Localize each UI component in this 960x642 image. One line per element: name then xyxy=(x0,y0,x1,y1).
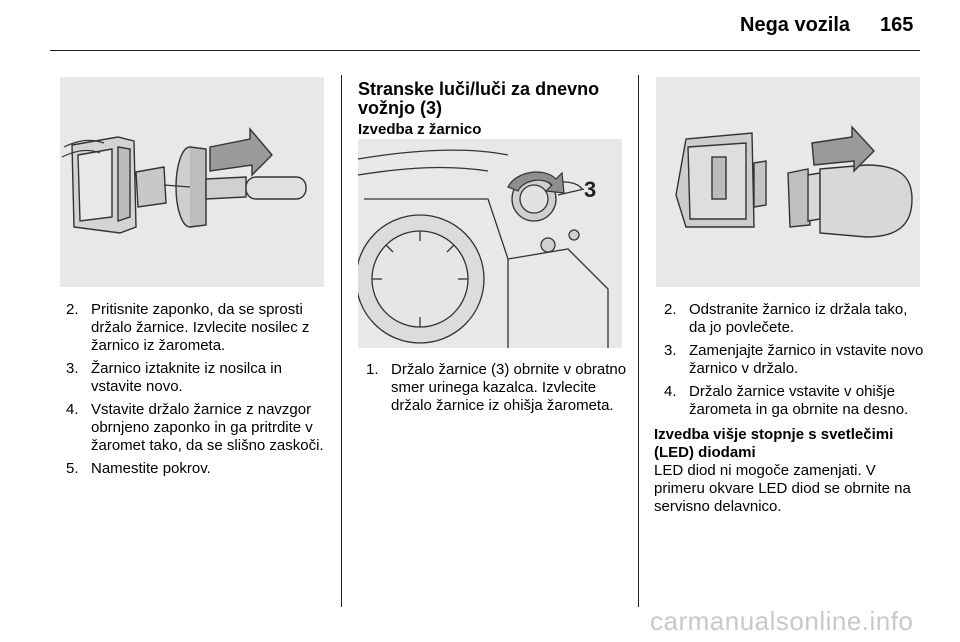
list-item xyxy=(66,360,328,396)
header-title: Nega vozila xyxy=(740,14,851,36)
step-text: Vstavite držalo žarnice z navzgor obrnjeno zaponko in ga pritrdite v žaromet tako, da se slišno zaskoči. xyxy=(91,401,324,454)
section-title: Stranske luči/luči za dnevno vožnjo (3) xyxy=(358,79,600,118)
header-rule xyxy=(50,50,920,51)
list-item xyxy=(664,383,926,419)
step-number: 2. xyxy=(66,301,79,318)
step-number: 4. xyxy=(66,401,79,418)
figure-bulb-holder-removal xyxy=(60,77,324,287)
bulb-replacement-illustration xyxy=(656,77,920,287)
direction-arrow-icon xyxy=(210,129,272,175)
headlamp-housing-illustration xyxy=(358,139,622,348)
list-item xyxy=(366,361,628,415)
step-text: Namestite pokrov. xyxy=(91,460,211,477)
step-text: Držalo žarnice (3) obrnite v obratno smer urinega kazalca. Izvlecite držalo žarnice iz ohišja žarometa. xyxy=(391,361,627,414)
bulb-holder-illustration xyxy=(60,77,324,287)
figure-headlamp-housing xyxy=(358,139,622,348)
column-divider-right xyxy=(638,75,639,607)
step-text: Pritisnite zaponko, da se sprosti držalo žarnice. Izvlecite nosilec z žarnico iz žarometa. xyxy=(91,301,310,354)
direction-arrow-icon xyxy=(812,127,874,171)
step-text: Odstranite žarnico iz držala tako, da jo povlečete. xyxy=(689,301,908,336)
right-steps-list xyxy=(664,301,926,424)
list-item xyxy=(66,301,328,355)
middle-steps-list xyxy=(366,361,628,420)
step-number: 2. xyxy=(664,301,677,318)
column-divider-left xyxy=(341,75,342,607)
left-steps-list xyxy=(66,301,328,483)
list-item xyxy=(664,342,926,378)
list-item xyxy=(66,460,328,478)
list-item xyxy=(66,401,328,455)
figure-bulb-replacement xyxy=(656,77,920,287)
figure-callout-label: 3 xyxy=(584,177,597,202)
step-number: 4. xyxy=(664,383,677,400)
step-number: 3. xyxy=(664,342,677,359)
step-text: Držalo žarnice vstavite v ohišje žarometa in ga obrnite na desno. xyxy=(689,383,909,418)
led-paragraph: LED diod ni mogoče zamenjati. V primeru okvare LED diod se obrnite na servisno delavnico. xyxy=(654,462,911,515)
step-text: Zamenjajte žarnico in vstavite novo žarnico v držalo. xyxy=(689,342,924,377)
step-number: 3. xyxy=(66,360,79,377)
watermark: carmanualsonline.info xyxy=(650,606,914,636)
step-text: Žarnico iztaknite iz nosilca in vstavite novo. xyxy=(91,360,282,395)
led-subsection-title: Izvedba višje stopnje s svetlečimi (LED) diodami xyxy=(654,426,894,461)
subsection-title: Izvedba z žarnico xyxy=(358,121,482,138)
step-number: 1. xyxy=(366,361,379,378)
step-number: 5. xyxy=(66,460,79,477)
page-number: 165 xyxy=(880,14,914,36)
list-item xyxy=(664,301,926,337)
